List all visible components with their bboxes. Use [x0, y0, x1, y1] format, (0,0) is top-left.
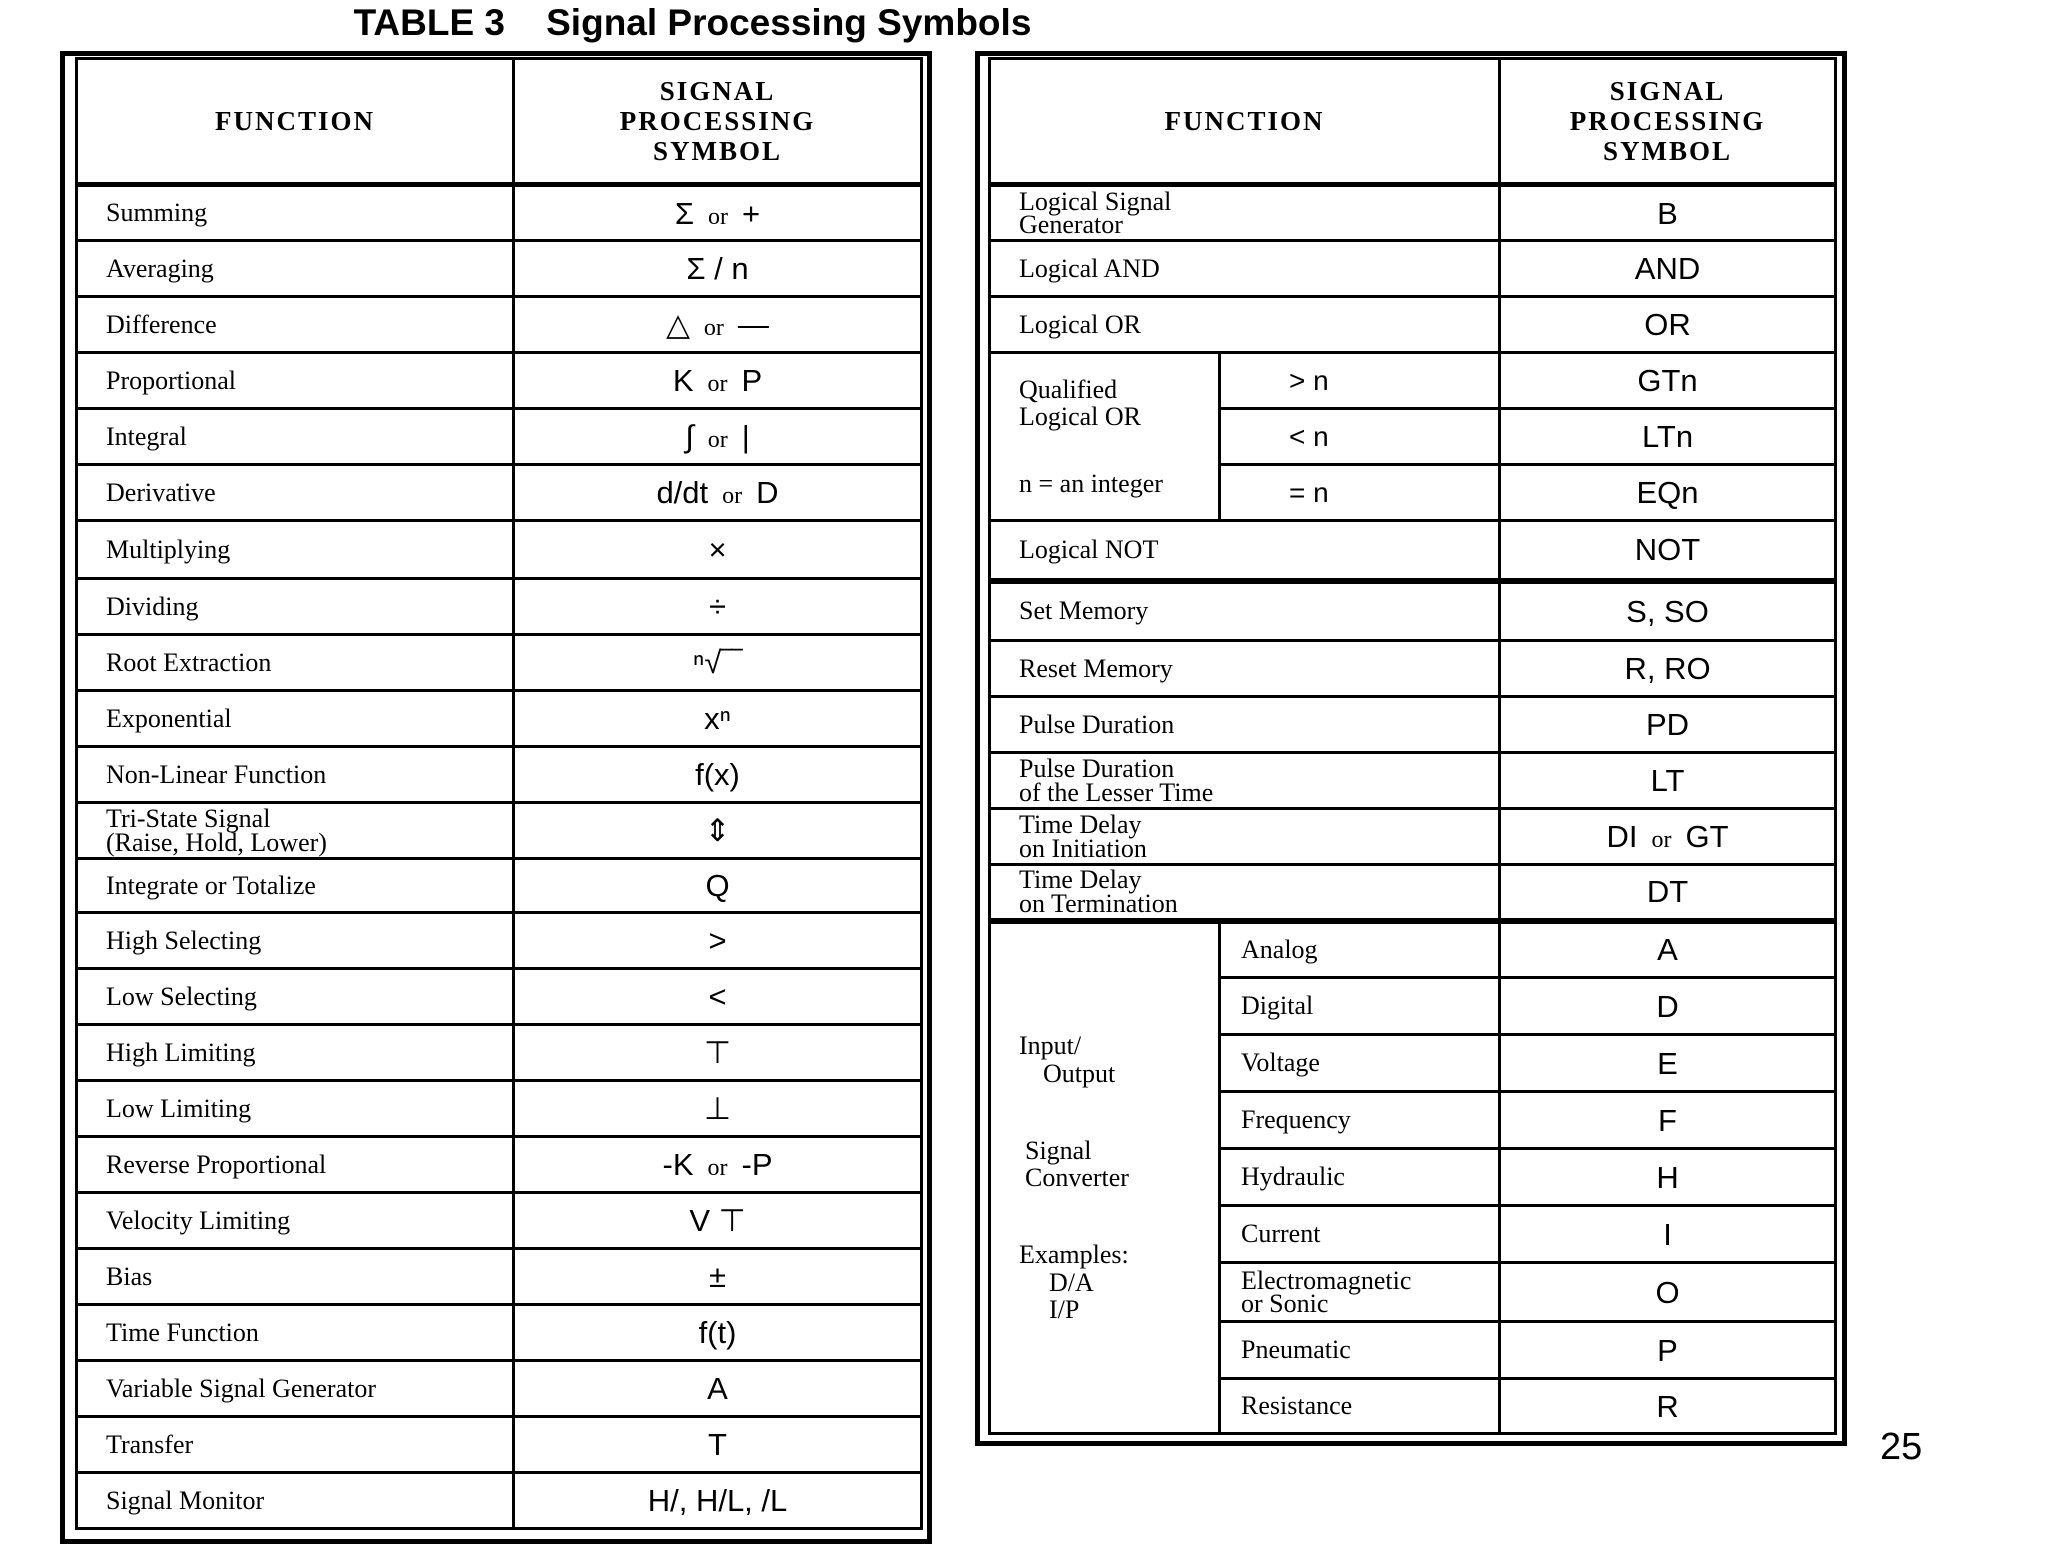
symbol-cell: E [1500, 1035, 1836, 1092]
symbol-cell: Q [514, 859, 922, 913]
qualifier-cell: < n [1220, 409, 1500, 465]
function-line: Time Delay [1019, 865, 1142, 895]
function-cell: Proportional [77, 353, 514, 409]
left-header-symbol-2: PROCESSING [619, 105, 816, 136]
table-row [77, 1081, 922, 1137]
function-cell: High Limiting [77, 1025, 514, 1081]
table-row [77, 579, 922, 635]
function-line: I/P [1049, 1294, 1080, 1324]
function-line: Converter [1025, 1163, 1129, 1193]
table-row [77, 859, 922, 913]
symbol-cell [1500, 809, 1836, 865]
table-row [77, 1137, 922, 1193]
symbol-cell: I [1500, 1206, 1836, 1263]
table-row [77, 747, 922, 803]
table-row [77, 913, 922, 969]
symbol-cell: OR [1500, 297, 1836, 353]
symbol-part: △ [666, 307, 690, 342]
symbol-part: d/dt [656, 475, 709, 510]
function-cell: Set Memory [990, 581, 1500, 641]
table-row [990, 697, 1836, 753]
table-row [990, 921, 1836, 978]
table-row [77, 521, 922, 579]
or-word: or [707, 427, 728, 453]
or-word: or [1651, 827, 1672, 853]
symbol-cell: F [1500, 1092, 1836, 1149]
symbol-cell: R, RO [1500, 641, 1836, 697]
page-number: 25 [1880, 1426, 1923, 1468]
function-cell [990, 865, 1500, 921]
symbol-cell: f(t) [514, 1305, 922, 1361]
symbol-cell [514, 353, 922, 409]
left-header-symbol [514, 59, 922, 185]
table-row [77, 353, 922, 409]
function-line: or Sonic [1241, 1289, 1329, 1318]
left-header-symbol-3: SYMBOL [652, 136, 783, 167]
function-line: Output [1043, 1058, 1116, 1088]
symbol-part: Σ [674, 195, 695, 231]
symbol-cell: f(x) [514, 747, 922, 803]
symbol-part: ∫ [685, 419, 694, 454]
function-cell: Digital [1220, 978, 1500, 1035]
table-row [990, 521, 1836, 581]
function-line: Electromagnetic [1241, 1265, 1412, 1295]
qualifier-cell: > n [1220, 353, 1500, 409]
function-line: Time Delay [1019, 810, 1142, 840]
function-cell: Non-Linear Function [77, 747, 514, 803]
table-row [77, 635, 922, 691]
function-cell [990, 809, 1500, 865]
symbol-cell: A [514, 1361, 922, 1417]
function-line: on Initiation [1019, 833, 1147, 863]
function-cell: Difference [77, 297, 514, 353]
symbol-cell: AND [1500, 241, 1836, 297]
or-word: or [707, 1155, 728, 1181]
function-cell: Summing [77, 185, 514, 241]
symbol-cell: B [1500, 185, 1836, 241]
function-cell: Hydraulic [1220, 1149, 1500, 1206]
or-word: or [722, 483, 743, 509]
left-header-function: FUNCTION [77, 59, 514, 185]
function-cell: Frequency [1220, 1092, 1500, 1149]
function-cell: Multiplying [77, 521, 514, 579]
symbol-cell: ⇕ [514, 803, 922, 859]
symbol-part: — [737, 307, 769, 342]
function-cell: Reset Memory [990, 641, 1500, 697]
qualified-logical-or-cell [990, 353, 1220, 521]
function-line: Input/ [1019, 1031, 1082, 1061]
table-row [77, 1249, 922, 1305]
table-row [990, 809, 1836, 865]
function-line: of the Lesser Time [1019, 777, 1214, 807]
function-cell: Derivative [77, 465, 514, 521]
function-cell: Transfer [77, 1417, 514, 1473]
function-line: on Termination [1019, 888, 1178, 918]
table-row [990, 641, 1836, 697]
or-word: or [708, 203, 729, 230]
function-line: D/A [1049, 1267, 1094, 1297]
function-line: Pulse Duration [1019, 754, 1175, 784]
symbol-cell: GTn [1500, 353, 1836, 409]
symbol-cell: > [514, 913, 922, 969]
symbol-cell: xⁿ [514, 691, 922, 747]
symbol-part: P [741, 363, 763, 398]
table-row [77, 1473, 922, 1529]
qualifier-cell: = n [1220, 465, 1500, 521]
symbol-part: -P [741, 1147, 773, 1182]
function-cell: Bias [77, 1249, 514, 1305]
symbol-cell: NOT [1500, 521, 1836, 581]
table-row [990, 753, 1836, 809]
function-line: Tri-State Signal [106, 804, 271, 834]
symbol-cell: ± [514, 1249, 922, 1305]
function-cell [77, 803, 514, 859]
symbol-cell: ⊥ [514, 1081, 922, 1137]
function-line: n = an integer [1019, 469, 1163, 499]
symbol-cell: D [1500, 978, 1836, 1035]
table-row [77, 1305, 922, 1361]
table-row [77, 1417, 922, 1473]
table-title: TABLE 3 Signal Processing Symbols [353, 2, 1032, 43]
symbol-cell: R [1500, 1379, 1836, 1434]
function-cell: Current [1220, 1206, 1500, 1263]
function-cell [1220, 1263, 1500, 1322]
function-cell: Logical AND [990, 241, 1500, 297]
symbol-cell: P [1500, 1322, 1836, 1379]
table-row [77, 297, 922, 353]
right-header-row [990, 59, 1836, 185]
symbol-cell: DT [1500, 865, 1836, 921]
right-header-symbol-1: SIGNAL [1609, 75, 1726, 106]
symbol-part: K [672, 363, 694, 398]
right-header-function: FUNCTION [990, 59, 1500, 185]
symbol-cell [514, 1137, 922, 1193]
or-word: or [703, 315, 724, 341]
function-cell: Pneumatic [1220, 1322, 1500, 1379]
right-table [988, 57, 1837, 1435]
symbol-part: GT [1685, 819, 1729, 854]
function-cell: Resistance [1220, 1379, 1500, 1434]
symbol-cell: V ⊤ [514, 1193, 922, 1249]
function-line: Generator [1019, 210, 1123, 239]
table-row [77, 241, 922, 297]
symbol-cell [514, 409, 922, 465]
symbol-cell: Σ / n [514, 241, 922, 297]
table-row [77, 691, 922, 747]
table-row [990, 581, 1836, 641]
table-row [990, 297, 1836, 353]
symbol-cell: T [514, 1417, 922, 1473]
function-cell: High Selecting [77, 913, 514, 969]
symbol-cell: LT [1500, 753, 1836, 809]
symbol-part: D [756, 475, 779, 510]
symbol-cell: EQn [1500, 465, 1836, 521]
table-row [990, 241, 1836, 297]
function-cell: Logical NOT [990, 521, 1500, 581]
symbol-cell: PD [1500, 697, 1836, 753]
function-cell: Integral [77, 409, 514, 465]
function-cell: Variable Signal Generator [77, 1361, 514, 1417]
function-line: Qualified [1019, 374, 1118, 404]
symbol-part: + [742, 195, 761, 231]
function-line: Examples: [1019, 1240, 1129, 1270]
function-cell: Dividing [77, 579, 514, 635]
function-cell: Velocity Limiting [77, 1193, 514, 1249]
right-header-symbol [1500, 59, 1836, 185]
left-header-symbol-1: SIGNAL [659, 75, 776, 106]
table-row [77, 803, 922, 859]
right-header-symbol-3: SYMBOL [1603, 136, 1733, 167]
symbol-cell [514, 465, 922, 521]
signal-converter-cell [990, 921, 1220, 1434]
function-cell: Low Limiting [77, 1081, 514, 1137]
function-cell: Pulse Duration [990, 697, 1500, 753]
right-header-symbol-2: PROCESSING [1569, 105, 1766, 136]
symbol-cell [514, 185, 922, 241]
table-row [77, 185, 922, 241]
function-line: (Raise, Hold, Lower) [106, 827, 327, 857]
function-cell [990, 185, 1500, 241]
table-row [990, 865, 1836, 921]
or-word: or [707, 371, 728, 397]
symbol-cell: A [1500, 921, 1836, 978]
table-row [77, 465, 922, 521]
symbol-cell: H [1500, 1149, 1836, 1206]
table-row [77, 969, 922, 1025]
left-header-row [77, 59, 922, 185]
table-row [990, 353, 1836, 409]
symbol-cell [514, 297, 922, 353]
table-row [77, 1025, 922, 1081]
function-cell: Reverse Proportional [77, 1137, 514, 1193]
function-cell: Root Extraction [77, 635, 514, 691]
function-cell: Signal Monitor [77, 1473, 514, 1529]
function-cell: Analog [1220, 921, 1500, 978]
function-cell: Averaging [77, 241, 514, 297]
function-cell [990, 753, 1500, 809]
function-cell: Exponential [77, 691, 514, 747]
function-line: Logical OR [1019, 401, 1142, 431]
symbol-cell: H/, H/L, /L [514, 1473, 922, 1529]
function-cell: Time Function [77, 1305, 514, 1361]
function-line: Logical Signal [1019, 186, 1172, 216]
function-cell: Integrate or Totalize [77, 859, 514, 913]
table-row [990, 185, 1836, 241]
symbol-cell: O [1500, 1263, 1836, 1322]
symbol-part: DI [1606, 819, 1638, 854]
table-row [77, 1193, 922, 1249]
symbol-cell: ⊤ [514, 1025, 922, 1081]
symbol-part: | [741, 419, 750, 454]
table-row [77, 409, 922, 465]
symbol-cell: < [514, 969, 922, 1025]
symbol-cell: ÷ [514, 579, 922, 635]
function-cell: Voltage [1220, 1035, 1500, 1092]
function-cell: Logical OR [990, 297, 1500, 353]
symbol-cell: S, SO [1500, 581, 1836, 641]
symbol-cell: LTn [1500, 409, 1836, 465]
symbol-cell: ⁿ√‾‾ [514, 635, 922, 691]
function-cell: Low Selecting [77, 969, 514, 1025]
symbol-part: -K [662, 1147, 694, 1182]
function-line: Signal [1025, 1135, 1092, 1165]
symbol-cell: × [514, 521, 922, 579]
left-table [75, 57, 923, 1530]
table-row [77, 1361, 922, 1417]
